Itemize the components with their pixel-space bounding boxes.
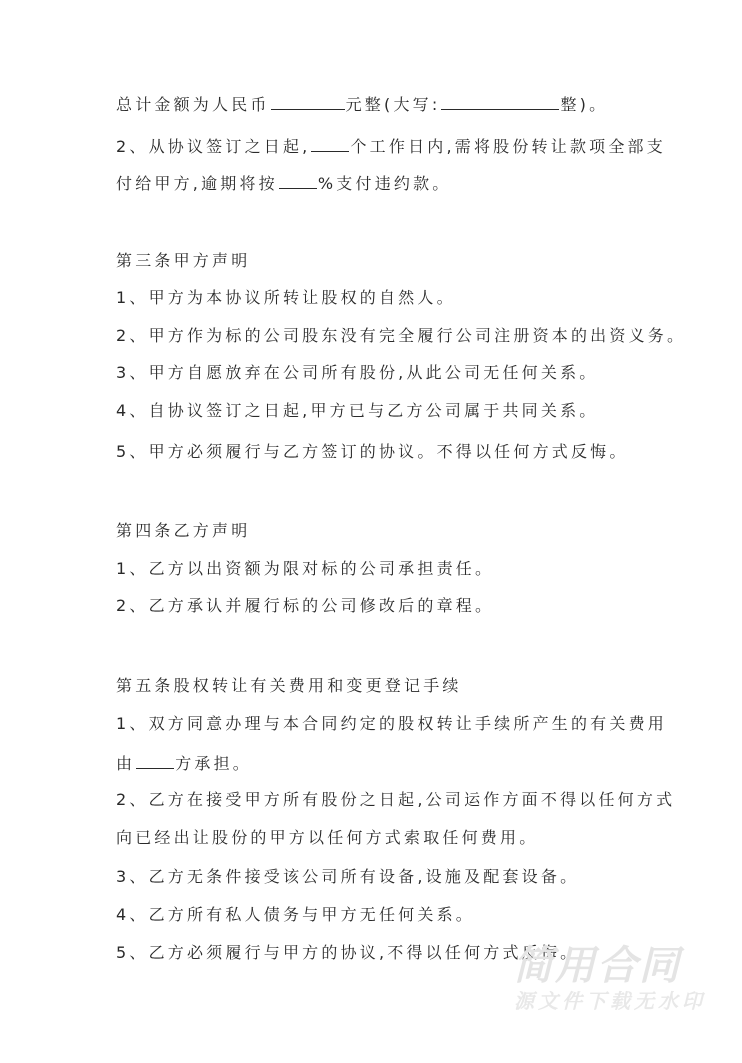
article5-item: 2、乙方在接受甲方所有股份之日起,公司运作方面不得以任何方式 bbox=[116, 790, 676, 809]
article5-item: 5、乙方必须履行与甲方的协议,不得以任何方式反悔。 bbox=[116, 943, 580, 962]
watermark-title: 简用合同 bbox=[513, 943, 681, 989]
article4-title: 第四条乙方声明 bbox=[116, 521, 251, 540]
workdays-blank[interactable] bbox=[311, 135, 349, 152]
article5-item-cont: 由 方承担。 bbox=[116, 754, 253, 773]
article3-item: 5、甲方必须履行与乙方签订的协议。不得以任何方式反悔。 bbox=[116, 442, 629, 461]
watermark-subtitle: 源文件下载无水印 bbox=[514, 989, 706, 1013]
penalty-line: 付给甲方,逾期将按 %支付违约款。 bbox=[116, 174, 452, 193]
article3-item: 2、甲方作为标的公司股东没有完全履行公司注册资本的出资义务。 bbox=[116, 326, 687, 345]
fee-party-blank[interactable] bbox=[136, 752, 174, 769]
article3-item: 4、自协议签订之日起,甲方已与乙方公司属于共同关系。 bbox=[116, 401, 599, 420]
article5-title: 第五条股权转让有关费用和变更登记手续 bbox=[116, 676, 462, 695]
amount-blank[interactable] bbox=[271, 93, 345, 110]
article5-item: 1、双方同意办理与本合同约定的股权转让手续所产生的有关费用 bbox=[116, 714, 667, 733]
article5-item: 3、乙方无条件接受该公司所有设备,设施及配套设备。 bbox=[116, 867, 580, 886]
article5-item: 4、乙方所有私人债务与甲方无任何关系。 bbox=[116, 905, 475, 924]
amount-uppercase-blank[interactable] bbox=[441, 93, 559, 110]
penalty-rate-blank[interactable] bbox=[279, 172, 317, 189]
total-amount-line: 总计金额为人民币 元整(大写: 整)。 bbox=[116, 95, 609, 114]
article4-item: 1、乙方以出资额为限对标的公司承担责任。 bbox=[116, 559, 495, 578]
article4-item: 2、乙方承认并履行标的公司修改后的章程。 bbox=[116, 596, 495, 615]
payment-term-line: 2、从协议签订之日起, 个工作日内,需将股份转让款项全部支 bbox=[116, 137, 666, 156]
article3-title: 第三条甲方声明 bbox=[116, 251, 251, 270]
article3-item: 3、甲方自愿放弃在公司所有股份,从此公司无任何关系。 bbox=[116, 363, 599, 382]
article3-item: 1、甲方为本协议所转让股权的自然人。 bbox=[116, 288, 456, 307]
article5-item-cont: 向已经出让股份的甲方以任何方式索取任何费用。 bbox=[116, 828, 539, 847]
